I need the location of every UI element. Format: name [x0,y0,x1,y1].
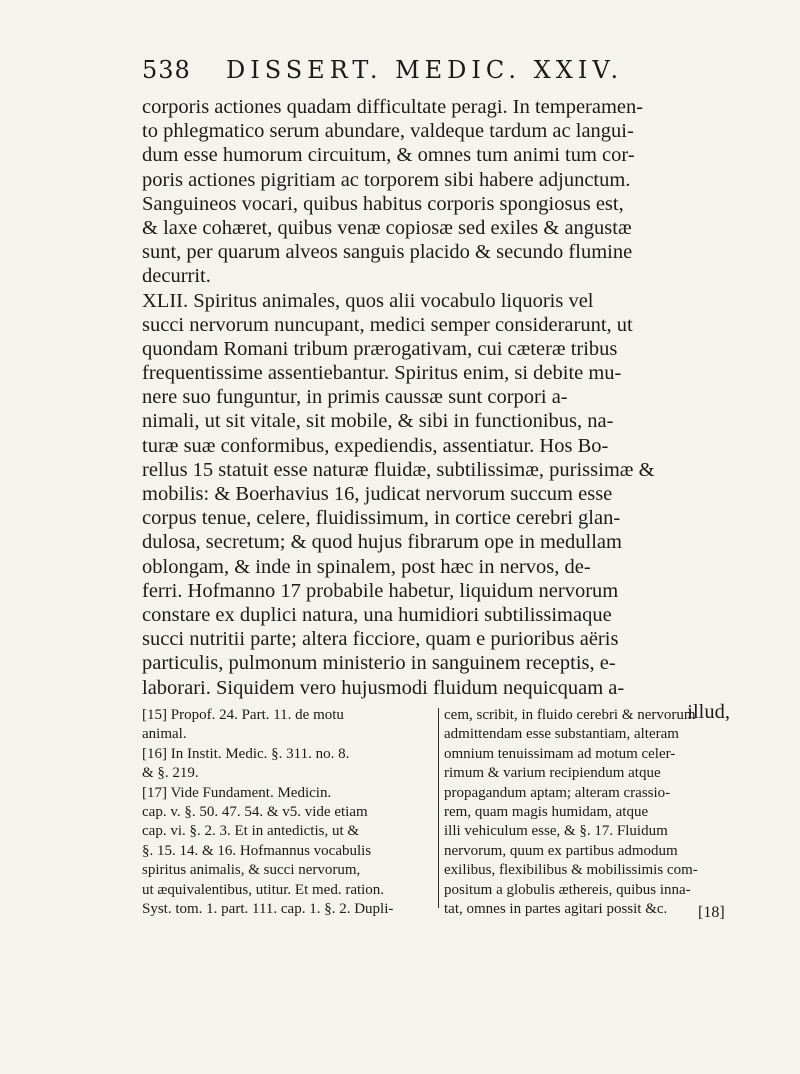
footnote-line: [17] Vide Fundament. Medicin. [142,784,332,801]
footnote-line: tat, omnes in partes agitari possit &c. [444,900,668,917]
text-line: dum esse humorum circuitum, & omnes tum animi tum cor- [142,144,635,167]
text-line: mobilis: & Boerhavius 16, judicat nervorum succum esse [142,483,613,505]
footnote-line: §. 15. 14. & 16. Hofmannus vocabulis [142,842,372,859]
text-line: laborari. Siquidem vero hujusmodi fluidum nequicquam a- [142,676,625,699]
page-number: 538 [142,56,191,84]
text-line: ferri. Hofmanno 17 probabile habetur, liquidum nervorum [142,579,619,602]
footnote-line: omnium tenuissimam ad motum celer- [444,745,676,762]
text-line: poris actiones pigritiam ac torporem sibi habere adjunctum. [142,168,631,191]
footnote-line: nervorum, quum ex partibus admodum [444,842,678,859]
text-line: succi nervorum nuncupant, medici semper considerarunt, ut [142,313,633,336]
footnote-line: admittendam esse substantiam, alteram [444,726,679,743]
text-line: rellus 15 statuit esse naturæ fluidæ, subtilissimæ, purissimæ & [142,458,655,481]
footnote-line: [15] Propof. 24. Part. 11. de motu [142,707,344,723]
text-line: turæ suæ conformibus, expediendis, assentiatur. Hos Bo- [142,434,609,457]
footnote-line: Syst. tom. 1. part. 111. cap. 1. §. 2. Dupli- [142,900,394,917]
footnote-line: cap. vi. §. 2. 3. Et in antedictis, ut & [142,823,360,840]
text-line: to phlegmatico serum abundare, valdeque tardum ac langui- [142,120,634,143]
footnote-line: positum a globulis æthereis, quibus inna- [444,881,691,898]
text-line: sunt, per quarum alveos sanguis placido & secundo flumine [142,241,633,264]
running-head: DISSERT. MEDIC. XXIV. [226,56,624,84]
footnote-line: propagandum aptam; alteram crassio- [444,784,671,801]
footnote-line: illi vehiculum esse, & §. 17. Fluidum [444,823,668,840]
text-line: nimali, ut sit vitale, sit mobile, & sibi in functionibus, na- [142,410,614,433]
text-line: particulis, pulmonum ministerio in sanguinem receptis, e- [142,652,616,675]
footnote-line: rem, quam magis humidam, atque [444,803,649,820]
footnote-line: [16] In Instit. Medic. §. 311. no. 8. [142,745,350,762]
text-line: frequentissime assentiebantur. Spiritus enim, si debite mu- [142,362,622,385]
text-line: decurrit. [142,265,211,288]
text-line: Sanguineos vocari, quibus habitus corporis spongiosus est, [142,192,624,215]
text-line: XLII. Spiritus animales, quos alii vocabulo liquoris vel [142,289,594,312]
footnote-line: rimum & varium recipiendum atque [444,765,661,782]
footnote-line: exilibus, flexibilibus & mobilissimis com- [444,862,698,879]
column-divider [438,708,439,908]
text-line: & laxe cohæret, quibus venæ copiosæ sed exiles & angustæ [142,216,632,239]
text-line: quondam Romani tribum prærogativam, cui cæteræ tribus [142,337,618,360]
catchword: [18] [698,904,725,921]
text-line: nere suo funguntur, in primis caussæ sunt corpori a- [142,386,568,409]
text-line: constare ex duplici natura, una humidiori subtilissimaque [142,603,612,626]
footnote-line: & §. 219. [142,765,199,782]
footnotes-left-column [142,706,432,919]
footnote-line: cem, scribit, in fluido cerebri & nervorum [444,707,696,723]
footnote-line: animal. [142,726,187,743]
text-line: succi nutritii parte; altera ficciore, quam e purioribus aëris [142,628,619,651]
text-line: corpus tenue, celere, fluidissimum, in cortice cerebri glan- [142,507,621,530]
footnote-line: ut æquivalentibus, utitur. Et med. ration. [142,881,385,898]
footnotes-right-column [444,706,734,919]
text-line: dulosa, secretum; & quod hujus fibrarum ope in medullam [142,531,622,554]
text-line: corporis actiones quadam difficultate peragi. In temperamen- [142,96,644,118]
page-header [142,56,722,92]
text-line: oblongam, & inde in spinalem, post hæc in nervos, de- [142,555,591,578]
main-text [142,95,730,724]
footnote-line: spiritus animalis, & succi nervorum, [142,862,361,879]
catch-line: illud, [687,700,730,723]
footnote-line: cap. v. §. 50. 47. 54. & v5. vide etiam [142,803,368,820]
